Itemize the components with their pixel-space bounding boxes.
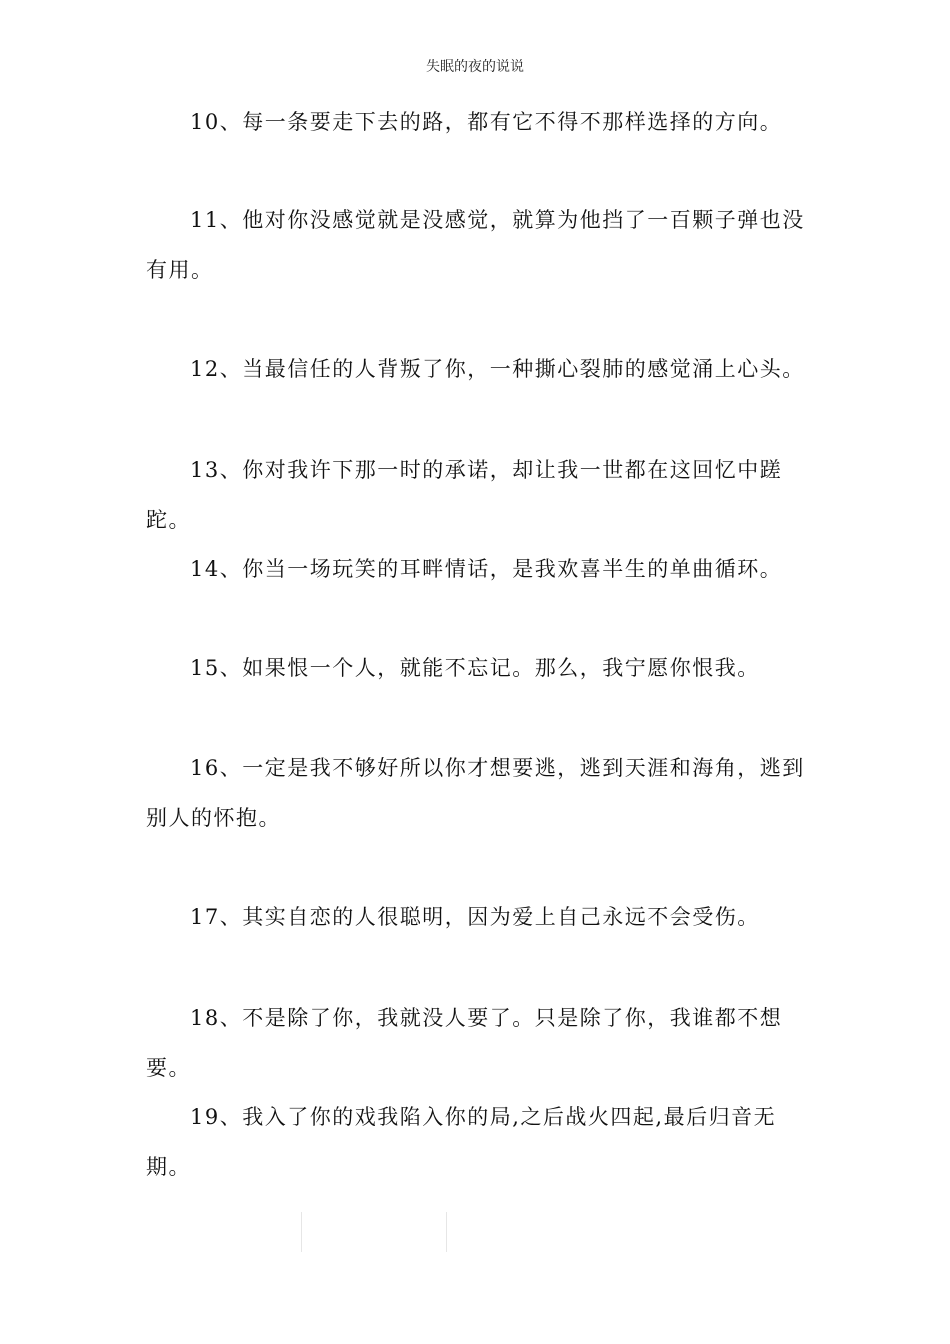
footer-divider-left	[301, 1212, 302, 1252]
footer-divider-right	[446, 1212, 447, 1252]
list-item-11: 11、他对你没感觉就是没感觉，就算为他挡了一百颗子弹也没有用。	[146, 208, 805, 282]
page-header-title: 失眠的夜的说说	[426, 59, 524, 75]
list-item-10: 10、每一条要走下去的路，都有它不得不那样选择的方向。	[190, 110, 783, 134]
list-item-15: 15、如果恨一个人，就能不忘记。那么，我宁愿你恨我。	[190, 656, 760, 680]
list-item-18: 18、不是除了你，我就没人要了。只是除了你，我谁都不想要。	[146, 1006, 783, 1080]
list-item-13: 13、你对我许下那一时的承诺，却让我一世都在这回忆中蹉跎。	[146, 458, 783, 532]
list-item-16: 16、一定是我不够好所以你才想要逃，逃到天涯和海角，逃到别人的怀抱。	[146, 756, 805, 830]
list-item-17: 17、其实自恋的人很聪明，因为爱上自己永远不会受伤。	[190, 905, 760, 929]
list-item-12: 12、当最信任的人背叛了你，一种撕心裂肺的感觉涌上心头。	[190, 357, 805, 381]
list-item-14: 14、你当一场玩笑的耳畔情话，是我欢喜半生的单曲循环。	[190, 557, 783, 581]
list-item-19: 19、我入了你的戏我陷入你的局,之后战火四起,最后归音无期。	[146, 1105, 777, 1179]
